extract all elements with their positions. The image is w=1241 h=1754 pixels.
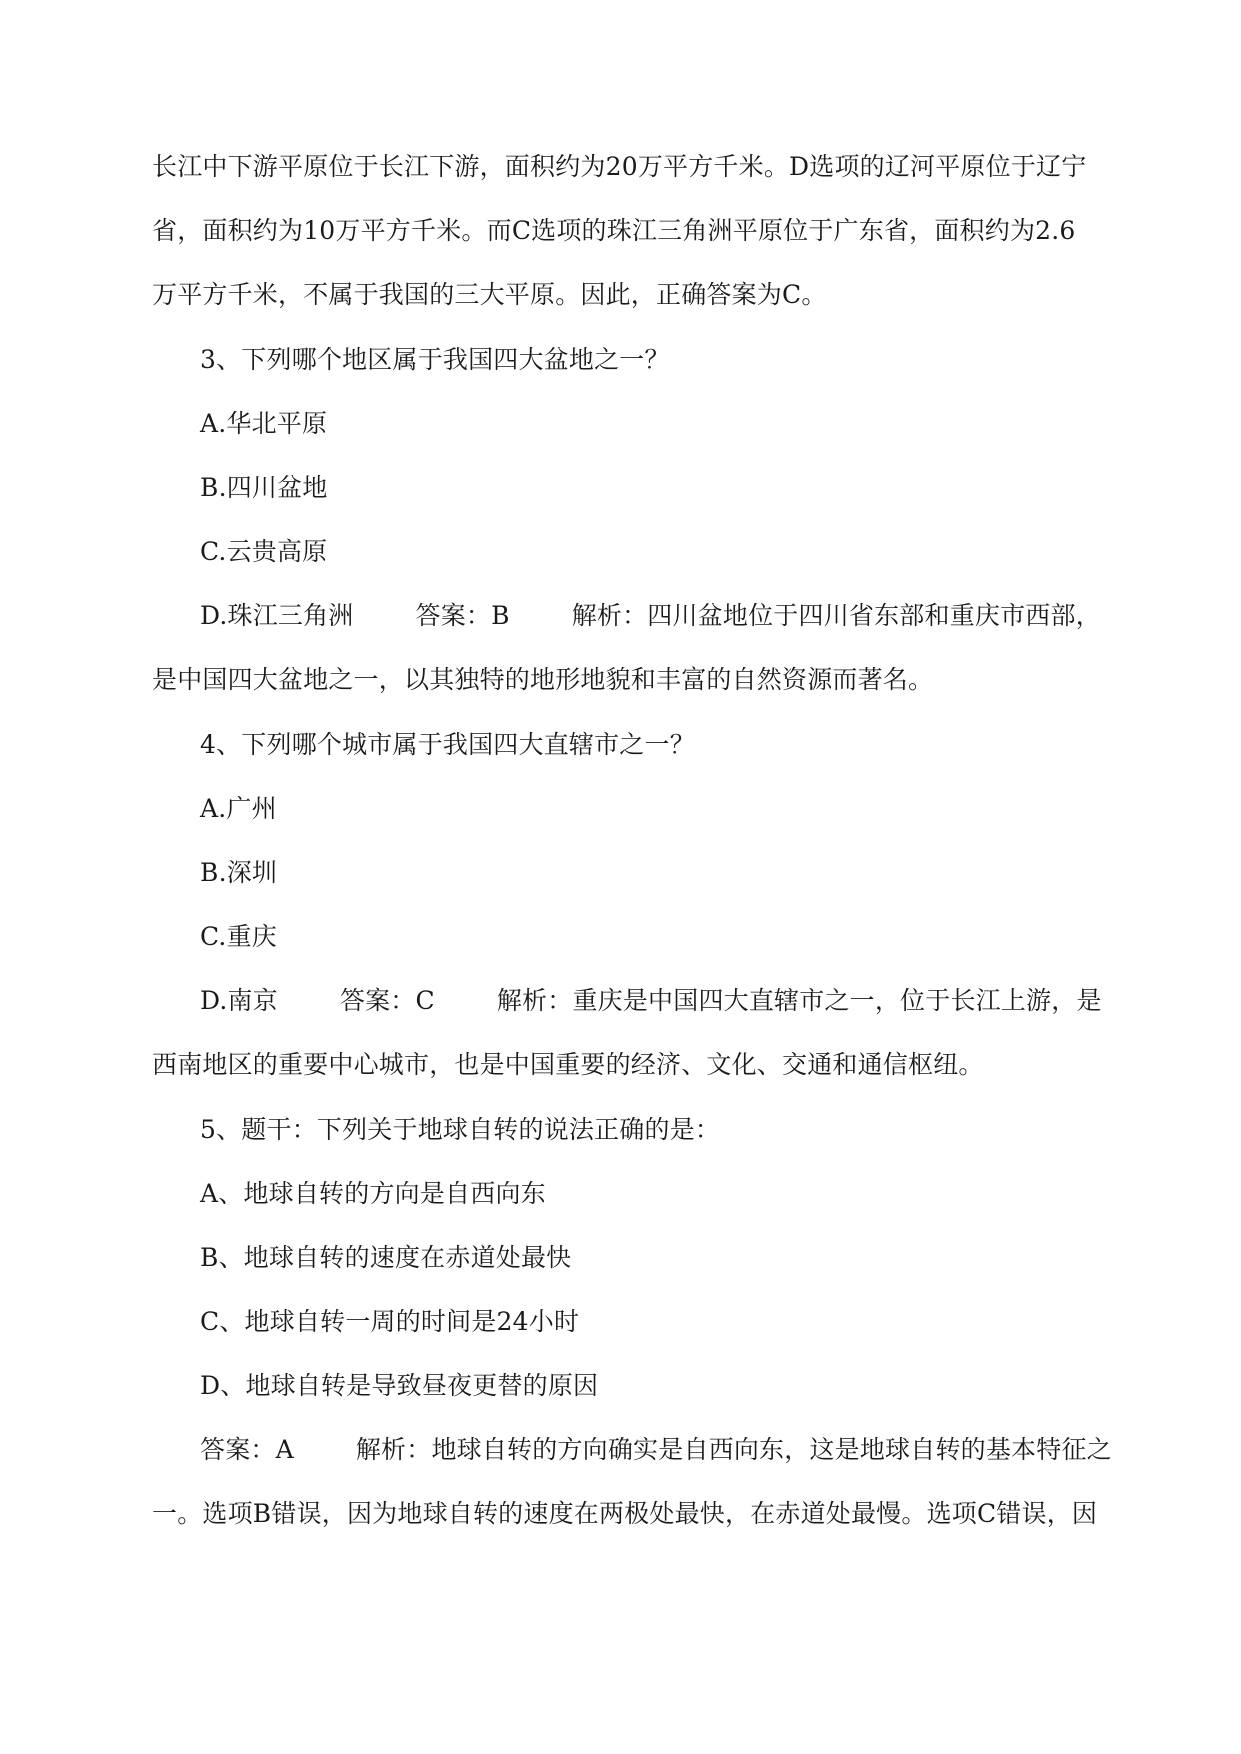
question-3-analysis: 解析：四川盆地位于四川省东部和重庆市西部，	[571, 601, 1101, 630]
question-5-option-b: B、地球自转的速度在赤道处最快	[200, 1243, 572, 1272]
question-5-answer: 答案：A	[200, 1435, 294, 1464]
paragraph-line: 省，面积约为10万平方千米。而C选项的珠江三角洲平原位于广东省，面积约为2.6	[152, 216, 1076, 245]
question-4-option-b: B.深圳	[200, 858, 278, 887]
paragraph-line: 万平方千米，不属于我国的三大平原。因此，正确答案为C。	[152, 280, 827, 309]
question-4-answer-line	[200, 984, 1102, 1018]
question-4-stem: 4、下列哪个城市属于我国四大直辖市之一？	[200, 730, 695, 759]
question-5-analysis-continued: 一。选项B错误，因为地球自转的速度在两极处最快，在赤道处最慢。选项C错误，因	[152, 1499, 1098, 1528]
question-5-option-c: C、地球自转一周的时间是24小时	[200, 1307, 580, 1336]
question-3-option-b: B.四川盆地	[200, 473, 328, 502]
question-4-analysis: 解析：重庆是中国四大直辖市之一，位于长江上游，是	[496, 986, 1102, 1015]
question-5-option-d: D、地球自转是导致昼夜更替的原因	[200, 1371, 599, 1400]
question-5-analysis: 解析：地球自转的方向确实是自西向东，这是地球自转的基本特征之	[355, 1435, 1112, 1464]
question-4-option-c: C.重庆	[200, 922, 277, 951]
question-3-option-a: A.华北平原	[200, 409, 328, 438]
question-3-analysis-continued: 是中国四大盆地之一，以其独特的地形地貌和丰富的自然资源而著名。	[152, 665, 934, 694]
question-4-option-a: A.广州	[200, 794, 277, 823]
question-3-stem: 3、下列哪个地区属于我国四大盆地之一？	[200, 345, 670, 374]
question-4-answer: 答案：C	[339, 986, 435, 1015]
question-3-answer-line	[200, 599, 1101, 633]
question-3-option-d: D.珠江三角洲	[200, 601, 354, 630]
question-5-stem: 5、题干：下列关于地球自转的说法正确的是：	[200, 1115, 721, 1144]
question-4-analysis-continued: 西南地区的重要中心城市，也是中国重要的经济、文化、交通和通信枢纽。	[152, 1050, 984, 1079]
question-5-answer-line	[200, 1433, 1112, 1467]
paragraph-line: 长江中下游平原位于长江下游，面积约为20万平方千米。D选项的辽河平原位于辽宁	[152, 152, 1087, 181]
question-3-answer: 答案：B	[415, 601, 510, 630]
question-5-option-a: A、地球自转的方向是自西向东	[200, 1179, 546, 1208]
question-4-option-d: D.南京	[200, 986, 278, 1015]
question-3-option-c: C.云贵高原	[200, 537, 328, 566]
